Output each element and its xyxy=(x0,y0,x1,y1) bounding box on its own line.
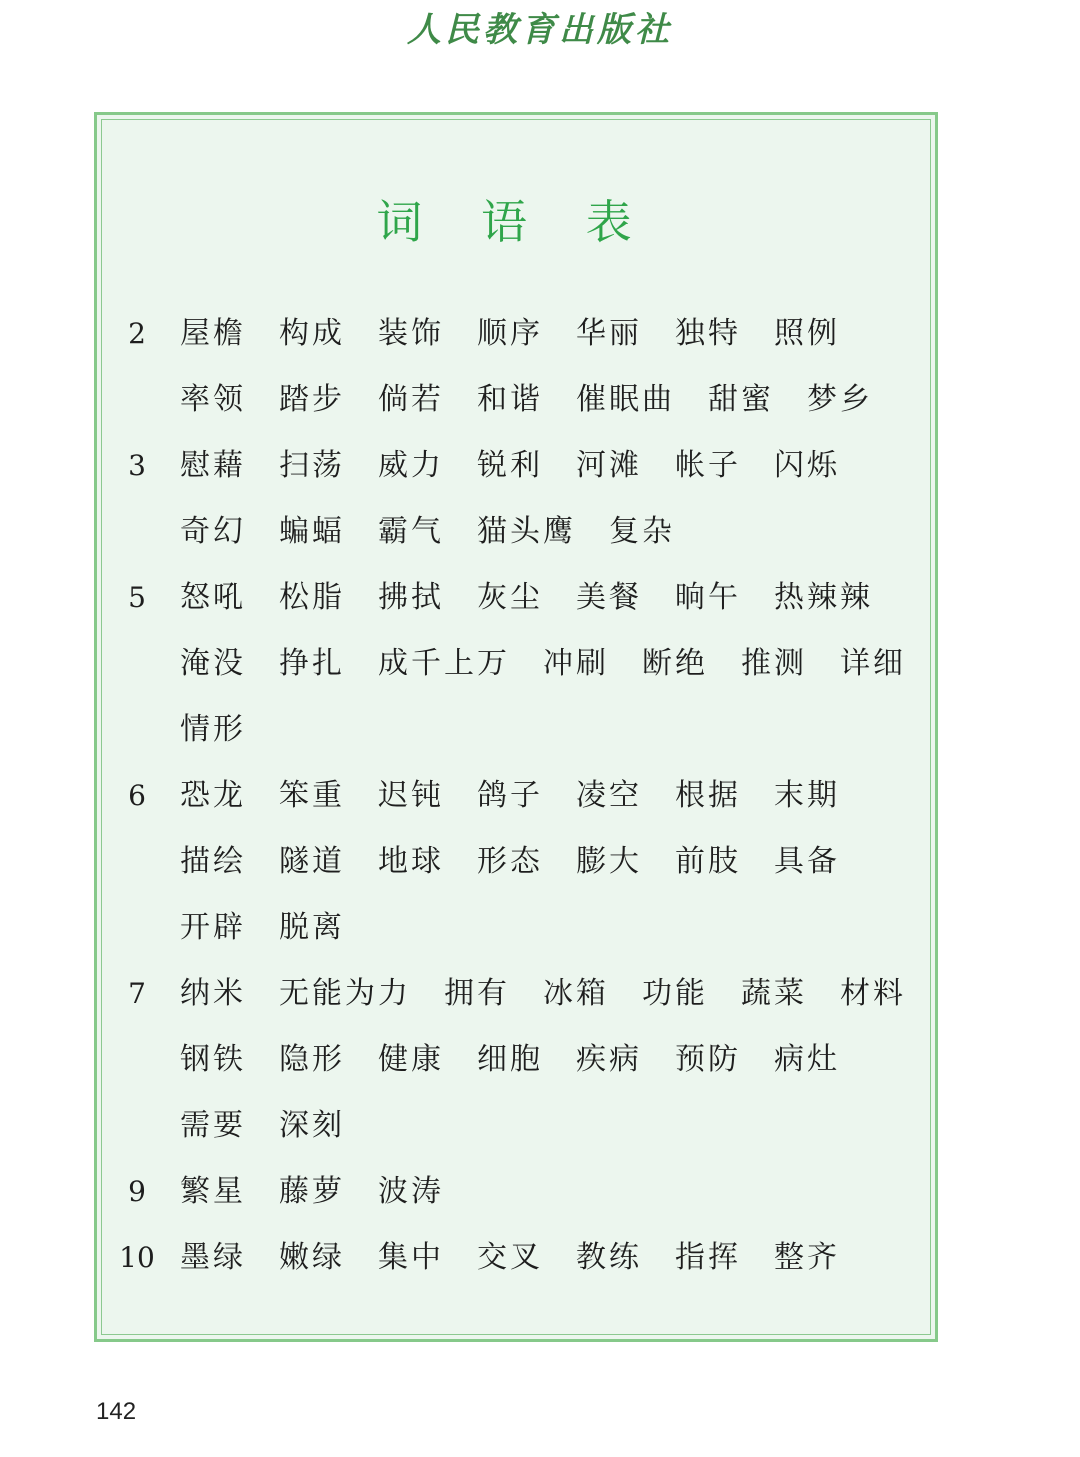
vocabulary-word: 繁星 xyxy=(180,1174,246,1209)
vocabulary-word: 率领 xyxy=(180,382,246,417)
vocabulary-word: 锐利 xyxy=(477,448,543,483)
vocabulary-word: 教练 xyxy=(576,1240,642,1275)
vocabulary-word: 藤萝 xyxy=(279,1174,345,1209)
vocabulary-word: 具备 xyxy=(774,844,840,879)
vocabulary-word: 鸽子 xyxy=(477,778,543,813)
vocabulary-word: 隐形 xyxy=(279,1042,345,1077)
vocabulary-word: 末期 xyxy=(774,778,840,813)
vocabulary-word: 情形 xyxy=(180,712,246,747)
vocabulary-word: 独特 xyxy=(675,316,741,351)
vocabulary-word: 形态 xyxy=(477,844,543,879)
vocabulary-word: 拥有 xyxy=(444,976,510,1011)
vocabulary-word: 晌午 xyxy=(675,580,741,615)
publisher-logo: 人民教育出版社 xyxy=(407,10,673,50)
vocabulary-word: 淹没 xyxy=(180,646,246,681)
vocabulary-word: 隧道 xyxy=(279,844,345,879)
vocabulary-line xyxy=(0,380,1000,420)
vocabulary-word: 疾病 xyxy=(576,1042,642,1077)
vocabulary-line xyxy=(0,974,1000,1014)
vocabulary-word: 健康 xyxy=(378,1042,444,1077)
vocabulary-word: 猫头鹰 xyxy=(477,514,576,549)
vocabulary-word: 波涛 xyxy=(378,1174,444,1209)
vocabulary-line xyxy=(0,578,1000,618)
vocabulary-word: 河滩 xyxy=(576,448,642,483)
vocabulary-line xyxy=(0,1238,1000,1278)
vocabulary-word: 推测 xyxy=(741,646,807,681)
vocabulary-word: 美餐 xyxy=(576,580,642,615)
vocabulary-word: 预防 xyxy=(675,1042,741,1077)
vocabulary-word: 倘若 xyxy=(378,382,444,417)
vocabulary-word: 脱离 xyxy=(279,910,345,945)
vocabulary-word: 病灶 xyxy=(774,1042,840,1077)
vocabulary-word: 需要 xyxy=(180,1108,246,1143)
vocabulary-word: 照例 xyxy=(774,316,840,351)
vocabulary-word: 松脂 xyxy=(279,580,345,615)
vocabulary-word: 整齐 xyxy=(774,1240,840,1275)
vocabulary-word: 开辟 xyxy=(180,910,246,945)
vocabulary-word: 帐子 xyxy=(675,448,741,483)
vocabulary-word: 威力 xyxy=(378,448,444,483)
vocabulary-word: 凌空 xyxy=(576,778,642,813)
vocabulary-line xyxy=(0,1040,1000,1080)
vocabulary-line xyxy=(0,1172,1000,1212)
vocabulary-word: 成千上万 xyxy=(378,646,510,681)
vocabulary-word: 地球 xyxy=(378,844,444,879)
vocabulary-word: 闪烁 xyxy=(774,448,840,483)
vocabulary-word: 蔬菜 xyxy=(741,976,807,1011)
vocabulary-word: 断绝 xyxy=(642,646,708,681)
vocabulary-word: 怒吼 xyxy=(180,580,246,615)
vocabulary-word: 膨大 xyxy=(576,844,642,879)
vocabulary-word: 深刻 xyxy=(279,1108,345,1143)
vocabulary-word: 交叉 xyxy=(477,1240,543,1275)
vocabulary-word: 踏步 xyxy=(279,382,345,417)
vocabulary-word: 和谐 xyxy=(477,382,543,417)
vocabulary-word: 扫荡 xyxy=(279,448,345,483)
vocabulary-word: 慰藉 xyxy=(180,448,246,483)
vocabulary-line xyxy=(0,446,1000,486)
vocabulary-line xyxy=(0,314,1000,354)
vocabulary-word: 蝙蝠 xyxy=(279,514,345,549)
lesson-number: 2 xyxy=(128,317,146,350)
vocabulary-word: 热辣辣 xyxy=(774,580,873,615)
vocabulary-word: 恐龙 xyxy=(180,778,246,813)
vocabulary-word: 详细 xyxy=(840,646,906,681)
vocabulary-word: 迟钝 xyxy=(378,778,444,813)
vocabulary-word: 功能 xyxy=(642,976,708,1011)
vocabulary-word: 催眠曲 xyxy=(576,382,675,417)
lesson-number: 6 xyxy=(128,779,146,812)
vocabulary-word: 集中 xyxy=(378,1240,444,1275)
vocabulary-word: 奇幻 xyxy=(180,514,246,549)
vocabulary-line xyxy=(0,842,1000,882)
vocabulary-word: 霸气 xyxy=(378,514,444,549)
vocabulary-word: 材料 xyxy=(840,976,906,1011)
vocabulary-word: 细胞 xyxy=(477,1042,543,1077)
vocabulary-line xyxy=(0,512,1000,552)
vocabulary-word: 梦乡 xyxy=(807,382,873,417)
vocabulary-word: 构成 xyxy=(279,316,345,351)
vocabulary-word: 钢铁 xyxy=(180,1042,246,1077)
vocabulary-word: 拂拭 xyxy=(378,580,444,615)
vocabulary-line xyxy=(0,908,1000,948)
vocabulary-word: 顺序 xyxy=(477,316,543,351)
vocabulary-line xyxy=(0,776,1000,816)
lesson-number: 10 xyxy=(119,1241,155,1274)
vocabulary-word: 华丽 xyxy=(576,316,642,351)
vocabulary-word: 冲刷 xyxy=(543,646,609,681)
vocabulary-word: 笨重 xyxy=(279,778,345,813)
page-title: 词 语 表 xyxy=(376,195,654,249)
lesson-number: 5 xyxy=(128,581,146,614)
vocabulary-word: 无能为力 xyxy=(279,976,411,1011)
vocabulary-word: 前肢 xyxy=(675,844,741,879)
vocabulary-word: 甜蜜 xyxy=(708,382,774,417)
vocabulary-word: 屋檐 xyxy=(180,316,246,351)
vocabulary-word: 嫩绿 xyxy=(279,1240,345,1275)
vocabulary-line xyxy=(0,710,1000,750)
vocabulary-word: 墨绿 xyxy=(180,1240,246,1275)
lesson-number: 9 xyxy=(128,1175,146,1208)
vocabulary-line xyxy=(0,1106,1000,1146)
lesson-number: 3 xyxy=(128,449,146,482)
page-number: 142 xyxy=(96,1398,137,1425)
vocabulary-word: 根据 xyxy=(675,778,741,813)
vocabulary-word: 纳米 xyxy=(180,976,246,1011)
vocabulary-word: 挣扎 xyxy=(279,646,345,681)
vocabulary-word: 描绘 xyxy=(180,844,246,879)
vocabulary-line xyxy=(0,644,1000,684)
vocabulary-word: 复杂 xyxy=(609,514,675,549)
lesson-number: 7 xyxy=(128,977,146,1010)
vocabulary-word: 装饰 xyxy=(378,316,444,351)
vocabulary-word: 指挥 xyxy=(675,1240,741,1275)
vocabulary-word: 灰尘 xyxy=(477,580,543,615)
vocabulary-word: 冰箱 xyxy=(543,976,609,1011)
